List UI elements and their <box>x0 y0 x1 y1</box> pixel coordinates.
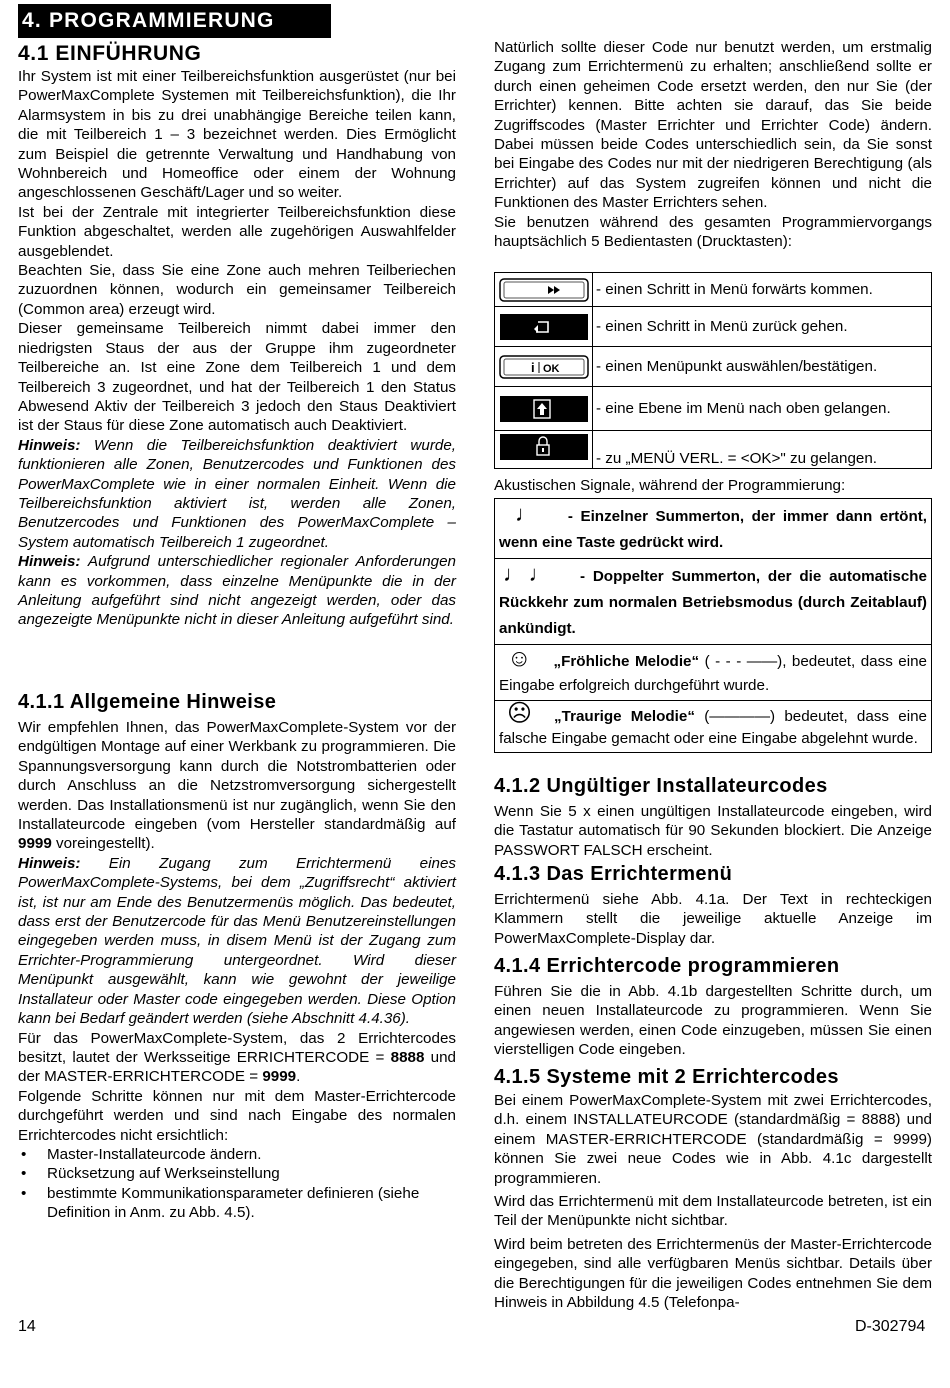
text: Für das PowerMaxComplete-System, das 2 Errichtercodes besitzt, lautet der Werksseitige ERRICHTERCODE = <box>18 1029 456 1066</box>
text: und der MASTER-ERRICHTERCODE = <box>18 1048 456 1086</box>
paragraph: Ihr System ist mit einer Teilbereichsfunktion ausgerüstet (nur bei PowerMaxComplete Systemen mit Teilbereichsfunktion), die Ihr Alarmsystem in bis zu drei unabhängige Bereiche teilen kann, die mit Teilbereich 1 – 3 bezeichnet werden. Dies Ermöglicht zum Beispiel die getrennte Verwaltung und Handhabung von Wohnbereich und Homeoffice oder einem der Wohnung angeschlossenen Geschäft/Lager und so weiter. <box>18 68 456 202</box>
svg-text:i: i <box>530 359 535 375</box>
key-cell <box>495 431 593 469</box>
lock-key-icon <box>495 431 592 461</box>
key-row <box>495 347 932 387</box>
paragraph: Errichtermenü siehe Abb. 4.1a. Der Text in rechteckigen Klammern stellt die jeweilige aktuelle Anzeige im PowerMaxComplete-Display dar. <box>494 891 932 947</box>
master-code: 9999 <box>262 1068 297 1086</box>
up-level-key-icon <box>495 394 592 424</box>
key-row <box>495 387 932 431</box>
paragraph: Bei einem PowerMaxComplete-System mit zwei Errichtercodes, d.h. einem INSTALLATEURCODE (standardmäßig = 8888) und einem MASTER-ERRICHTERCODE (standardmäßig = 9999) können Sie zwei neue Codes wie in Abb. 4.1c dargestellt programmieren. <box>494 1092 932 1187</box>
section-4-1-4-heading: 4.1.4 Errichtercode programmieren <box>494 955 840 977</box>
note-paragraph <box>18 854 456 1029</box>
key-description: - eine Ebene im Menü nach oben gelangen. <box>593 387 932 431</box>
section-4-1-2-heading: 4.1.2 Ungültiger Installateurcodes <box>494 775 828 797</box>
note-text: Aufgrund unterschiedlicher regionaler Anforderungen kann es vorkommen, dass einzelne Menüpunkte die in der Anleitung aufgeführt sind nicht angezeigt werden, oder das angezeigte Menüpunkte nicht in dieser Anleitung aufgeführt sind. <box>18 553 456 629</box>
signal-title: „Fröhliche Melodie“ <box>553 653 700 670</box>
paragraph: Sie benutzen während des gesamten Programmiervorgangs hauptsächlich 5 Bedientasten (Drucktasten): <box>494 213 932 251</box>
signal-text <box>499 501 927 556</box>
key-cell <box>495 387 593 431</box>
paragraph: Wird beim betreten des Errichtermenüs der Master-Errichtercode eingegeben, sind alle verfügbaren Menüs sichtbar. Details über die Berechtigungen für die jeweiligen Codes entnehmen Sie dem Hinweis in Abbildung 4.5 (Telefonpa- <box>494 1235 932 1312</box>
signal-text <box>499 561 927 642</box>
default-code: 9999 <box>18 835 52 853</box>
paragraph: Führen Sie die in Abb. 4.1b dargestellten Schritte durch, um einen neuen Installateurcode zu programmieren. Wenn Sie angewiesen werden, einen Code einzugeben, müssen Sie einen vierstelligen Code eingeben. <box>494 983 932 1059</box>
paragraph: Beachten Sie, dass Sie eine Zone auch mehren Teilberiechen zuzuordnen können, wodurch ein gemeinsamer Teilbereich (Common area) erzeugt wird. <box>18 262 456 318</box>
paragraph <box>18 718 456 854</box>
installer-code: 8888 <box>390 1048 425 1066</box>
key-description: - zu „MENÜ VERL. = <OK>" zu gelangen. <box>593 431 932 469</box>
ok-key-icon <box>495 354 592 380</box>
signal-item <box>494 644 932 700</box>
signals-intro: Akustischen Signale, während der Programmierung: <box>494 477 846 494</box>
key-description: - einen Schritt in Menü zurück gehen. <box>593 307 932 347</box>
key-description: - einen Schritt in Menü forwärts kommen. <box>593 273 932 307</box>
list-item: • Rücksetzung auf Werkseinstellung <box>18 1164 456 1183</box>
document-id: D-302794 <box>855 1318 926 1335</box>
key-cell <box>495 307 593 347</box>
key-row <box>495 273 932 307</box>
list-item: • bestimmte Kommunikationsparameter definieren (siehe Definition in Anm. zu Abb. 4.5). <box>18 1184 456 1223</box>
signal-description: (————) bedeutet, dass eine falsche Eingabe gemacht oder eine Eingabe abgelehnt wurde. <box>499 708 927 747</box>
note-text: Wenn die Teilbereichsfunktion deaktiviert wurde, funktionieren alle Zonen, Benutzercodes und Funktionen des PowerMaxComplete wie in einer normalen Einheit. Wenn die Teilbereichsfunktion aktiviert ist, werden alle Zonen, Benutzercodes und Funktionen des PowerMaxComplete – System automatisch Teilbereich 1 zugeordnet. <box>18 436 456 551</box>
text: . <box>296 1068 301 1086</box>
signal-item <box>494 498 932 558</box>
signal-item <box>494 700 932 753</box>
paragraph: Ist bei der Zentrale mit integrierter Teilbereichsfunktion diese Funktion abgeschaltet, werden alle zugehörigen Auswahlfelder ausgeblendet. <box>18 203 456 260</box>
section-4-1-1-body <box>18 718 456 1223</box>
note-paragraph <box>18 436 456 552</box>
bullet-list <box>18 1145 456 1223</box>
note-paragraph <box>18 552 456 630</box>
note-label: Hinweis: <box>18 436 81 454</box>
double-note-icon: ♩♩ <box>503 561 555 586</box>
signal-title: „Traurige Melodie“ <box>554 708 695 725</box>
sad-face-icon: ☹ <box>507 700 533 727</box>
signal-description: ( - - - ——), bedeutet, dass eine Eingabe erfolgreich durchgeführt wurde. <box>499 653 928 694</box>
signals-box <box>494 498 932 753</box>
key-description: - einen Menüpunkt auswählen/bestätigen. <box>593 347 932 387</box>
page-number: 14 <box>18 1318 36 1335</box>
section-4-1-3-heading: 4.1.3 Das Errichtermenü <box>494 863 733 885</box>
paragraph: Wird das Errichtermenü mit dem Installateurcode betreten, ist ein Teil der Menüpunkte nicht sichtbar. <box>494 1193 932 1230</box>
signal-item <box>494 558 932 644</box>
happy-face-icon: ☺ <box>507 645 532 672</box>
signal-text <box>499 700 927 750</box>
signal-text <box>499 647 927 698</box>
single-note-icon: ♩ <box>515 501 541 526</box>
signal-description: - Einzelner Summerton, der immer dann ertönt, wenn eine Taste gedrückt wird. <box>499 508 928 551</box>
key-row <box>495 431 932 469</box>
note-text: Ein Zugang zum Errichtermenü eines PowerMaxComplete-Systems, bei dem „Zugriffsrecht“ aktiviert ist, ist nur am Ende des Benutzermenüs möglich. Das bedeutet, dass erst der Benutzercode für das Menü Benutzereinstellungen eingegeben werden muss, in disem Menü ist der Zugang zum Errichter-Programmierung untergeordnet. Wird dieser Menüpunkt ausgewählt, kann wie gewohnt der jeweilige Installateur oder Master code eingegeben werden. Diese Option kann bei Bedarf geändert werden (siehe Abschnitt 4.4.36). <box>18 854 456 1028</box>
section-4-1-5-heading: 4.1.5 Systeme mit 2 Errichtercodes <box>494 1066 839 1088</box>
key-cell <box>495 273 593 307</box>
section-4-1-heading: 4.1 EINFÜHRUNG <box>18 42 202 65</box>
key-row <box>495 307 932 347</box>
section-4-1-body <box>18 67 456 630</box>
svg-text:OK: OK <box>542 362 559 375</box>
text: voreingestellt). <box>51 835 155 853</box>
paragraph <box>18 1029 456 1087</box>
section-4-1-1-heading: 4.1.1 Allgemeine Hinweise <box>18 691 277 713</box>
note-label: Hinweis: <box>18 553 81 571</box>
section-4-1-5-body <box>494 1091 932 1312</box>
intro-text <box>494 38 932 251</box>
key-table <box>494 272 932 469</box>
signal-description: - Doppelter Summerton, der die automatische Rückkehr zum normalen Betriebsmodus (durch Zeitablauf) ankündigt. <box>499 568 928 637</box>
forward-key-icon <box>495 277 592 303</box>
paragraph: Natürlich sollte dieser Code nur benutzt werden, um erstmalig Zugang zum Errichtermenü zu erhalten; anschließend sollte er durch einen geheimen Code ersetzt werden, den nur Sie (der Errichter) kennen. Bitte achten sie darauf, das Sie beide Zugriffscodes (Master Errichter und Errichter Code) ändern. Dabei müssen beide Codes unterschiedlich sein, da Sie sonst bei Eingabe des Codes nur mit der niedrigeren Berechtigung (als Errichter) auf das System zugreifen können und nicht die Funktionen des Master Errichters sehen. <box>494 39 932 212</box>
back-key-icon <box>495 312 592 342</box>
chapter-title: 4. PROGRAMMIERUNG <box>18 4 331 38</box>
paragraph: Folgende Schritte können nur mit dem Master-Errichtercode durchgeführt werden und sind nach Eingabe des normalen Errichtercodes nicht ersichtlich: <box>18 1087 456 1144</box>
paragraph: Wenn Sie 5 x einen ungültigen Installateurcode eingeben, wird die Tastatur automatisch für 90 Sekunden blockiert. Die Anzeige PASSWORT FALSCH erscheint. <box>494 803 932 859</box>
paragraph: Dieser gemeinsame Teilbereich nimmt dabei immer den niedrigsten Staus der aus der Gruppe ihm zugeordneter Teilbereiche an. Ist eine Zone dem Teilbereich 1 und dem Teilbereich 3 zugeordnet, und hat der Teilbereich 1 den Status Abwesend Aktiv der Teilbereich 3 jedoch den Staus Deaktiviert ist der Staus für diese Zone automatisch auch Deaktiviert. <box>18 320 456 435</box>
text: Wir empfehlen Ihnen, das PowerMaxComplete-System vor der endgültigen Montage auf einer Werkbank zu programmieren. Die Spannungsversorgung kann durch die Notstrombatterien oder durch Anschluss an die Netzstromversorgung sichergestellt werden. Das Installationsmenü ist nur zugänglich, wenn Sie den Installateurcode eingeben (vom Hersteller standardmäßig auf <box>18 719 456 834</box>
list-item: • Master-Installateurcode ändern. <box>18 1145 456 1164</box>
note-label: Hinweis: <box>18 854 81 872</box>
key-cell <box>495 347 593 387</box>
